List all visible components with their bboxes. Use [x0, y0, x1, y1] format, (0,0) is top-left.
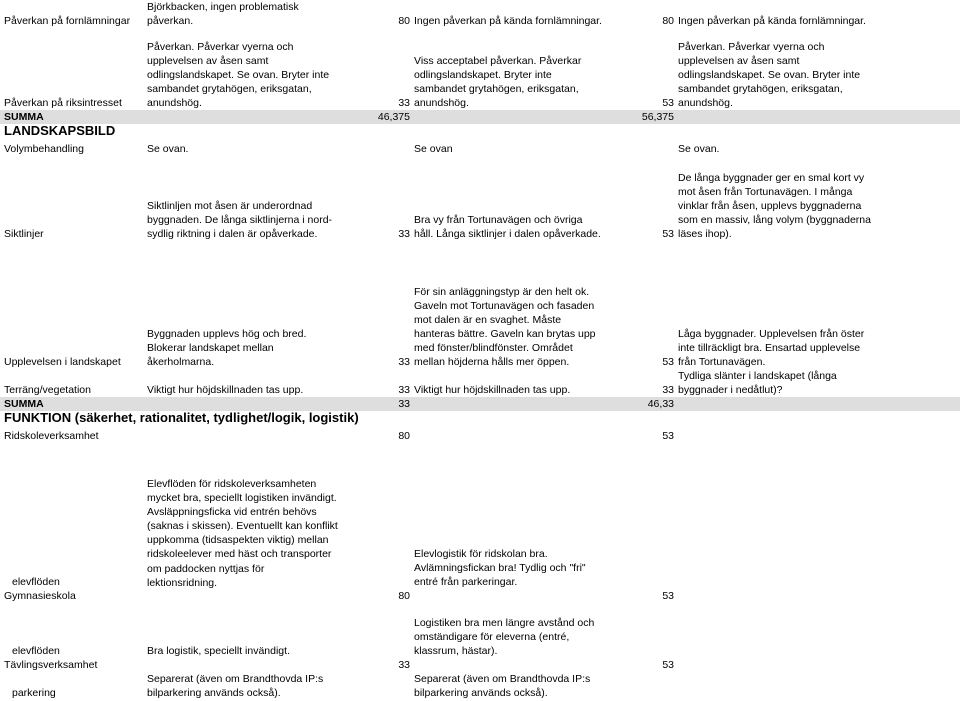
cell-a-elevfloden-2: Bra logistik, speciellt invändigt. — [147, 645, 290, 657]
cell-b-volym: Se ovan — [414, 143, 453, 155]
cell-b-elevfloden-2: Logistiken bra men längre avstånd och omständigare för eleverna (entré, klassrum, hästar). — [414, 617, 595, 658]
cell-b-parkering: Separerat (även om Brandthovda IP:s bilparkering används också). — [414, 673, 591, 700]
summary-bar — [0, 397, 960, 411]
row-label-terrang: Terräng/vegetation — [4, 384, 91, 396]
summa-b-1: 56,375 — [641, 111, 674, 123]
row-label-siktlinjer: Siktlinjer — [4, 228, 44, 240]
score-a-gymnasieskola: 80 — [398, 590, 410, 602]
summa-b-2: 46,33 — [647, 398, 674, 410]
cell-a-siktlinjer: Siktlinljen mot åsen är underordnad byggnaden. De långa siktlinjerna i nord- sydlig riktning i dalen är opåverkade. — [147, 200, 333, 241]
cell-b-siktlinjer: Bra vy från Tortunavägen och övriga håll. Långa siktlinjer i dalen opåverkade. — [414, 214, 601, 241]
cell-a-elevfloden-1: Elevflöden för ridskoleverksamheten mycket bra, speciellt logistiken invändigt. Avsläppningsficka vid entrén behövs (saknas i skissen). Eventuellt kan konflikt uppkomma (tidsaspekten viktig) mellan ridskoleelever med häst och transporter om paddocken nyttjas för lektionsridning. — [147, 478, 338, 589]
row-label-elevfloden-1: elevflöden — [12, 576, 60, 588]
row-label-tavling: Tävlingsverksamhet — [4, 659, 98, 671]
row-label-parkering: parkering — [12, 687, 56, 699]
row-label-gymnasieskola: Gymnasieskola — [4, 590, 76, 602]
row-label-volym: Volymbehandling — [4, 143, 84, 155]
row-label-elevfloden-2: elevflöden — [12, 645, 60, 657]
cell-c-upplevelsen: Låga byggnader. Upplevelsen från öster inte tillräckligt bra. Ensartad upplevelse från Tortunavägen. Tydliga slänter i landskapet (långa byggnader i nedåtlut)? — [678, 328, 865, 397]
cell-a-parkering: Separerat (även om Brandthovda IP:s bilparkering används också). — [147, 673, 324, 700]
row-label-upplevelsen: Upplevelsen i landskapet — [4, 356, 121, 368]
cell-b-riksintresset: Viss acceptabel påverkan. Påverkar odlingslandskapet. Bryter inte sambandet grytahögen, eriksgatan, anundshög. — [414, 55, 582, 110]
cell-c-riksintresset: Påverkan. Påverkar vyerna och upplevelsen av åsen samt odlingslandskapet. Se ovan. Bryter inte sambandet grytahögen, eriksgatan, anundshög. — [678, 41, 861, 110]
cell-c-fornlamningar: Ingen påverkan på kända fornlämningar. — [678, 15, 866, 27]
score-b-upplevelsen: 53 — [662, 356, 674, 368]
cell-b-elevfloden-1: Elevlogistik för ridskolan bra. Avlämningsfickan bra! Tydlig och "fri" entré från parkeringar. — [414, 548, 586, 589]
score-b-ridskole: 53 — [662, 430, 674, 442]
cell-b-upplevelsen: För sin anläggningstyp är den helt ok. Gaveln mot Tortunavägen och fasaden mot dalen är en svaghet. Måste hanteras bättre. Gaveln kan brytas upp med fönster/blindfönster. Området mellan höjderna hålls mer öppen. — [414, 286, 596, 369]
score-b-terrang: 33 — [662, 384, 674, 396]
cell-c-volym: Se ovan. — [678, 143, 720, 155]
summa-a-1: 46,375 — [377, 111, 410, 123]
score-a-siktlinjer: 33 — [398, 228, 410, 240]
cell-b-fornlamningar: Ingen påverkan på kända fornlämningar. — [414, 15, 602, 27]
score-a-riksintresset: 33 — [398, 97, 410, 109]
score-b-siktlinjer: 53 — [662, 228, 674, 240]
score-b-fornlamningar: 80 — [662, 15, 674, 27]
score-b-gymnasieskola: 53 — [662, 590, 674, 602]
cell-a-upplevelsen: Byggnaden upplevs hög och bred. Blokerar landskapet mellan åkerholmarna. — [147, 328, 307, 369]
cell-a-volym: Se ovan. — [147, 143, 189, 155]
score-a-terrang: 33 — [398, 384, 410, 396]
score-a-ridskole: 80 — [398, 430, 410, 442]
cell-a-fornlamningar: Björkbacken, ingen problematisk påverkan. — [147, 1, 299, 28]
row-label-riksintresset: Påverkan på riksintresset — [4, 97, 122, 109]
cell-a-riksintresset: Påverkan. Påverkar vyerna och upplevelsen av åsen samt odlingslandskapet. Se ovan. Bryter inte sambandet grytahögen, eriksgatan, anundshög. — [147, 41, 330, 110]
summa-a-2: 33 — [398, 398, 410, 410]
score-a-fornlamningar: 80 — [398, 15, 410, 27]
section-heading-funktion: FUNKTION (säkerhet, rationalitet, tydlighet/logik, logistik) — [4, 410, 359, 425]
score-b-riksintresset: 53 — [662, 97, 674, 109]
summa-label-2: SUMMA — [4, 398, 44, 410]
summary-bar — [0, 110, 960, 124]
row-label-ridskole: Ridskoleverksamhet — [4, 430, 99, 442]
score-a-tavling: 33 — [398, 659, 410, 671]
cell-a-terrang: Viktigt hur höjdskillnaden tas upp. — [147, 384, 304, 396]
row-label-fornlamningar: Påverkan på fornlämningar — [4, 15, 131, 27]
score-b-tavling: 53 — [662, 659, 674, 671]
section-heading-landskapsbild: LANDSKAPSBILD — [4, 123, 116, 138]
summa-label-1: SUMMA — [4, 111, 44, 123]
cell-b-terrang: Viktigt hur höjdskillnaden tas upp. — [414, 384, 571, 396]
score-a-upplevelsen: 33 — [398, 356, 410, 368]
cell-c-siktlinjer: De långa byggnader ger en smal kort vy mot åsen från Tortunavägen. I många vinklar från åsen, upplevs byggnaderna som en massiv, lång volym (byggnaderna läses ihop). — [678, 172, 871, 241]
